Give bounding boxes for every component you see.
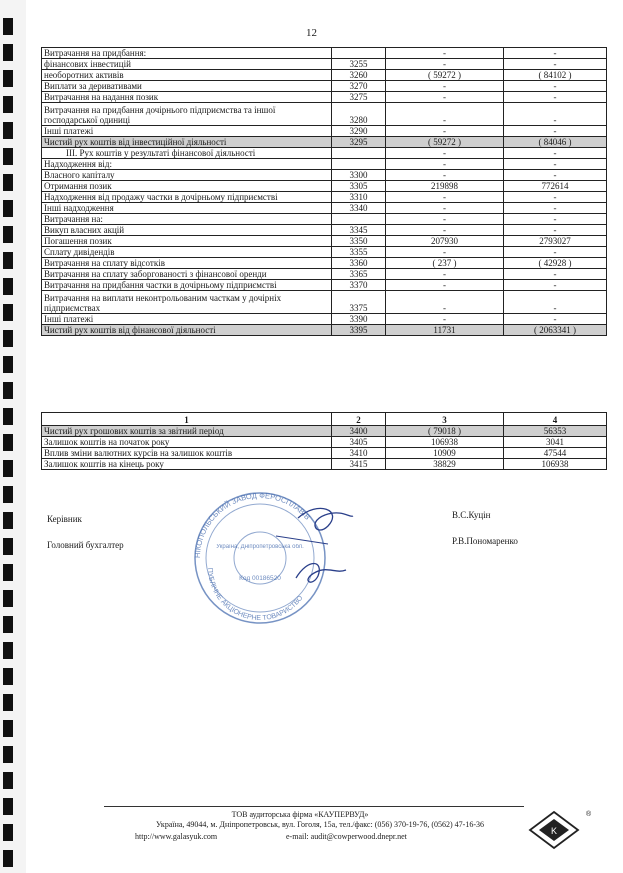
previous-period-value: ( 42928 ) [504, 258, 607, 269]
table-row [42, 126, 607, 137]
current-period-value: - [386, 314, 504, 325]
binding-hole [3, 96, 13, 113]
previous-period-value: 2793027 [504, 236, 607, 247]
row-label: Витрачання на надання позик [42, 92, 332, 103]
row-label: Залишок коштів на кінець року [42, 459, 332, 470]
row-label: III. Рух коштів у результаті фінансової діяльності [42, 148, 332, 159]
row-label: Інші платежі [42, 314, 332, 325]
row-label: Надходження від продажу частки в дочірньому підприємстві [42, 192, 332, 203]
row-code: 3270 [332, 81, 386, 92]
table-row [42, 291, 607, 314]
row-code: 3345 [332, 225, 386, 236]
row-label: Отримання позик [42, 181, 332, 192]
table-row [42, 181, 607, 192]
current-period-value: ( 59272 ) [386, 137, 504, 148]
current-period-value: - [386, 291, 504, 314]
previous-period-value: ( 2063341 ) [504, 325, 607, 336]
current-period-value: - [386, 170, 504, 181]
row-label: Інші платежі [42, 126, 332, 137]
binding-hole [3, 70, 13, 87]
previous-period-value: - [504, 269, 607, 280]
current-period-value: ( 237 ) [386, 258, 504, 269]
table-row [42, 269, 607, 280]
previous-period-value: ( 84046 ) [504, 137, 607, 148]
row-label: Витрачання на сплату відсотків [42, 258, 332, 269]
binding-hole [3, 382, 13, 399]
row-code: 3300 [332, 170, 386, 181]
row-code: 3255 [332, 59, 386, 70]
current-period-value: - [386, 48, 504, 59]
row-label: Витрачання на виплати неконтрольованим часткам у дочірніх підприємствах [42, 291, 332, 314]
table-row [42, 426, 607, 437]
table-row [42, 459, 607, 470]
binding-hole [3, 252, 13, 269]
column-number: 2 [332, 413, 386, 426]
previous-period-value: - [504, 280, 607, 291]
current-period-value: ( 79018 ) [386, 426, 504, 437]
row-label: Власного капіталу [42, 170, 332, 181]
column-number: 1 [42, 413, 332, 426]
row-code: 3310 [332, 192, 386, 203]
row-label: Виплати за деривативами [42, 81, 332, 92]
previous-period-value: - [504, 103, 607, 126]
footer-website[interactable]: http://www.galasyuk.com [135, 832, 218, 841]
table-row [42, 148, 607, 159]
row-code: 3350 [332, 236, 386, 247]
previous-period-value: - [504, 291, 607, 314]
svg-text:ПУБЛІЧНЕ АКЦІОНЕРНЕ ТОВАРИСТВО: ПУБЛІЧНЕ АКЦІОНЕРНЕ ТОВАРИСТВО [205, 567, 305, 623]
row-code: 3405 [332, 437, 386, 448]
cash-flow-table [41, 47, 607, 336]
row-code [332, 148, 386, 159]
row-label: Витрачання на придбання: [42, 48, 332, 59]
row-code: 3295 [332, 137, 386, 148]
binding-hole [3, 512, 13, 529]
previous-period-value: - [504, 92, 607, 103]
binding-hole [3, 668, 13, 685]
cash-balance-table [41, 412, 607, 470]
binding-hole [3, 642, 13, 659]
binding-hole [3, 538, 13, 555]
row-label: Залишок коштів на початок року [42, 437, 332, 448]
previous-period-value: - [504, 203, 607, 214]
accountant-title: Головний бухгалтер [47, 540, 124, 550]
row-label: Витрачання на придбання дочірнього підприємства та іншої господарської одиниці [42, 103, 332, 126]
row-code [332, 214, 386, 225]
svg-text:Код 00186520: Код 00186520 [239, 575, 281, 582]
row-label: фінансових інвестицій [42, 59, 332, 70]
footer-email[interactable]: e-mail: audit@cowperwood.dnepr.net [286, 832, 407, 841]
svg-text:K: K [550, 826, 558, 836]
current-period-value: - [386, 225, 504, 236]
binding-hole [3, 694, 13, 711]
table-row [42, 103, 607, 126]
table-row [42, 203, 607, 214]
footer-address: Україна, 49044, м. Дніпропетровськ, вул. Гоголя, 15а, тел./факс: (056) 370-19-76, (0562) 47-16-36 [155, 820, 485, 829]
row-label: Викуп власних акцій [42, 225, 332, 236]
previous-period-value: - [504, 214, 607, 225]
row-label: необоротних активів [42, 70, 332, 81]
binding-hole [3, 408, 13, 425]
company-stamp [178, 488, 358, 628]
accountant-name: Р.В.Пономаренко [452, 536, 518, 546]
binding-hole [3, 434, 13, 451]
row-label: Витрачання на: [42, 214, 332, 225]
binding-hole [3, 746, 13, 763]
current-period-value: - [386, 92, 504, 103]
binding-hole [3, 304, 13, 321]
table-row [42, 448, 607, 459]
row-code: 3395 [332, 325, 386, 336]
table-row [42, 48, 607, 59]
table-row [42, 236, 607, 247]
binding-hole [3, 174, 13, 191]
table-row [42, 192, 607, 203]
previous-period-value: - [504, 126, 607, 137]
table-row [42, 170, 607, 181]
current-period-value: ( 59272 ) [386, 70, 504, 81]
binding-hole [3, 148, 13, 165]
previous-period-value: - [504, 247, 607, 258]
current-period-value: 11731 [386, 325, 504, 336]
table-row [42, 70, 607, 81]
current-period-value: - [386, 159, 504, 170]
director-name: В.С.Куцін [452, 510, 491, 520]
table-row [42, 258, 607, 269]
cowperwood-logo [528, 808, 598, 852]
current-period-value: - [386, 214, 504, 225]
row-code: 3390 [332, 314, 386, 325]
page-number: 12 [306, 27, 317, 39]
row-label: Погашення позик [42, 236, 332, 247]
row-label: Надходження від: [42, 159, 332, 170]
binding-hole [3, 486, 13, 503]
previous-period-value: - [504, 192, 607, 203]
previous-period-value: 772614 [504, 181, 607, 192]
row-code: 3365 [332, 269, 386, 280]
previous-period-value: 47544 [504, 448, 607, 459]
row-code: 3260 [332, 70, 386, 81]
previous-period-value: 106938 [504, 459, 607, 470]
current-period-value: 219898 [386, 181, 504, 192]
row-label: Чистий рух коштів від фінансової діяльності [42, 325, 332, 336]
row-code: 3360 [332, 258, 386, 269]
binding-hole [3, 720, 13, 737]
binding-hole [3, 122, 13, 139]
binding-hole [3, 356, 13, 373]
table-row [42, 314, 607, 325]
row-code: 3400 [332, 426, 386, 437]
binding-hole [3, 200, 13, 217]
binding-hole [3, 824, 13, 841]
current-period-value: - [386, 247, 504, 258]
current-period-value: 38829 [386, 459, 504, 470]
row-label: Чистий рух грошових коштів за звітний період [42, 426, 332, 437]
row-code: 3415 [332, 459, 386, 470]
binding-hole [3, 330, 13, 347]
previous-period-value: - [504, 59, 607, 70]
current-period-value: - [386, 148, 504, 159]
previous-period-value: - [504, 159, 607, 170]
row-code: 3370 [332, 280, 386, 291]
table-row [42, 81, 607, 92]
table-row [42, 92, 607, 103]
table-row [42, 225, 607, 236]
row-code: 3305 [332, 181, 386, 192]
svg-text:Україна, Дніпропетровська обл.: Україна, Дніпропетровська обл. [216, 544, 304, 550]
binding-hole [3, 772, 13, 789]
current-period-value: 10909 [386, 448, 504, 459]
current-period-value: - [386, 59, 504, 70]
current-period-value: - [386, 192, 504, 203]
column-number: 4 [504, 413, 607, 426]
row-code: 3355 [332, 247, 386, 258]
binding-hole [3, 616, 13, 633]
row-label: Витрачання на придбання частки в дочірньому підприємстві [42, 280, 332, 291]
table-row [42, 159, 607, 170]
previous-period-value: - [504, 148, 607, 159]
director-title: Керівник [47, 514, 82, 524]
previous-period-value: - [504, 170, 607, 181]
current-period-value: - [386, 103, 504, 126]
table-row [42, 137, 607, 148]
binding-hole [3, 850, 13, 867]
row-code: 3280 [332, 103, 386, 126]
current-period-value: - [386, 203, 504, 214]
previous-period-value: 3041 [504, 437, 607, 448]
row-code: 3275 [332, 92, 386, 103]
table-row [42, 59, 607, 70]
row-code: 3290 [332, 126, 386, 137]
table-row [42, 247, 607, 258]
table-header-row [42, 413, 607, 426]
row-code [332, 159, 386, 170]
previous-period-value: 56353 [504, 426, 607, 437]
row-label: Чистий рух коштів від інвестиційної діяльності [42, 137, 332, 148]
row-label: Витрачання на сплату заборгованості з фінансової оренди [42, 269, 332, 280]
current-period-value: - [386, 280, 504, 291]
svg-text:НІКОПОЛЬСЬКИЙ ЗАВОД ФЕРОСПЛАВІ: НІКОПОЛЬСЬКИЙ ЗАВОД ФЕРОСПЛАВІВ [192, 490, 313, 559]
row-label: Вплив зміни валютних курсів на залишок коштів [42, 448, 332, 459]
binding-hole [3, 44, 13, 61]
previous-period-value: ( 84102 ) [504, 70, 607, 81]
table-row [42, 214, 607, 225]
table-row [42, 325, 607, 336]
table-row [42, 280, 607, 291]
previous-period-value: - [504, 314, 607, 325]
column-number: 3 [386, 413, 504, 426]
row-code: 3410 [332, 448, 386, 459]
footer-company: ТОВ аудиторська фірма «КАУПЕРВУД» [231, 810, 369, 819]
row-code: 3375 [332, 291, 386, 314]
binding-hole [3, 564, 13, 581]
binding-hole [3, 460, 13, 477]
binding-hole [3, 278, 13, 295]
svg-text:®: ® [586, 811, 592, 818]
previous-period-value: - [504, 81, 607, 92]
row-label: Сплату дивідендів [42, 247, 332, 258]
binding-hole [3, 590, 13, 607]
current-period-value: 106938 [386, 437, 504, 448]
current-period-value: - [386, 126, 504, 137]
previous-period-value: - [504, 48, 607, 59]
footer-divider [104, 806, 524, 807]
row-code [332, 48, 386, 59]
binding-hole [3, 226, 13, 243]
row-label: Інші надходження [42, 203, 332, 214]
row-code: 3340 [332, 203, 386, 214]
current-period-value: 207930 [386, 236, 504, 247]
table-row [42, 437, 607, 448]
current-period-value: - [386, 81, 504, 92]
previous-period-value: - [504, 225, 607, 236]
current-period-value: - [386, 269, 504, 280]
